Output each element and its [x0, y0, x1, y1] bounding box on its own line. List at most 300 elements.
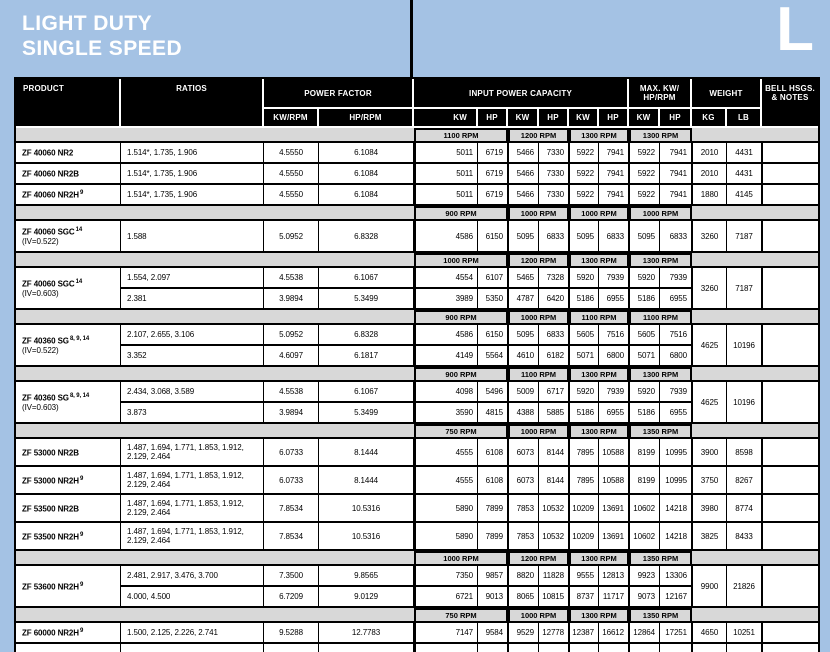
input-power-value: 7350 — [414, 566, 478, 587]
input-power-value: 7147 — [414, 623, 478, 644]
product-cell — [16, 185, 121, 206]
max-power-value: 5071 — [629, 346, 660, 367]
weight-kg-cell: 2010 — [692, 164, 727, 185]
power-factor-kw-cell: 9.5288 — [264, 623, 319, 644]
subheader-hp: HP — [539, 109, 569, 128]
input-power-value: 10588 — [599, 467, 629, 495]
input-power-value: 6108 — [478, 467, 508, 495]
bar-filler-left — [16, 367, 414, 382]
weight-lb-cell: 7187 — [727, 268, 762, 310]
product-name: ZF 40060 NR2B — [22, 169, 79, 179]
input-power-value: 5496 — [478, 382, 508, 403]
input-power-value: 10532 — [539, 495, 569, 523]
input-power-value: 6150 — [478, 325, 508, 346]
power-factor-hp-cell: 6.8328 — [319, 221, 414, 253]
ratios-cell: 1.487, 1.694, 1.771, 1.853, 1.912, 2.129, 2.464 — [121, 523, 264, 551]
bell-notes-cell — [762, 221, 818, 253]
input-power-value: 4555 — [414, 439, 478, 467]
empty-cell — [264, 644, 319, 652]
weight-lb-cell: 10251 — [727, 623, 762, 644]
bell-notes-cell — [762, 185, 818, 206]
product-name: ZF 40060 $NR2H^9$ — [22, 190, 84, 200]
ratios-cell: 1.500, 2.125, 2.226, 2.741 — [121, 623, 264, 644]
input-power-value: 6107 — [478, 268, 508, 289]
page-title-line1: LIGHT DUTY — [22, 12, 152, 35]
input-power-value: 4610 — [508, 346, 539, 367]
rpm-label: 1300 RPM — [629, 253, 692, 268]
max-power-value: 9923 — [629, 566, 660, 587]
input-power-value: 5920 — [569, 268, 599, 289]
max-power-value: 7939 — [660, 268, 692, 289]
input-power-value: 13691 — [599, 523, 629, 551]
empty-cell — [660, 644, 692, 652]
input-power-value: 12778 — [539, 623, 569, 644]
rpm-label: 1300 RPM — [569, 551, 629, 566]
product-note: (IV=0.522) — [22, 237, 59, 247]
max-power-value: 5922 — [629, 185, 660, 206]
bar-filler-right — [692, 310, 818, 325]
subheader-max-kw: KW — [629, 109, 660, 128]
col-header-bell-hsgs-notes: BELL HSGS. & NOTES — [762, 79, 818, 128]
input-power-value: 6955 — [599, 403, 629, 424]
power-factor-kw-cell: 4.5550 — [264, 185, 319, 206]
rpm-label: 1100 RPM — [629, 310, 692, 325]
input-power-value: 5011 — [414, 164, 478, 185]
rpm-label: 1200 RPM — [508, 551, 569, 566]
ratios-cell: 1.514*, 1.735, 1.906 — [121, 185, 264, 206]
subheader-kw: KW — [569, 109, 599, 128]
ratios-cell: 3.873 — [121, 403, 264, 424]
input-power-value: 6073 — [508, 467, 539, 495]
max-power-value: 14218 — [660, 523, 692, 551]
power-factor-hp-cell: 10.5316 — [319, 495, 414, 523]
max-power-value: 9073 — [629, 587, 660, 608]
power-factor-hp-cell: 6.1084 — [319, 185, 414, 206]
input-power-value: 9584 — [478, 623, 508, 644]
weight-kg-cell: 1880 — [692, 185, 727, 206]
weight-kg-cell: 3825 — [692, 523, 727, 551]
col-header-ratios: RATIOS — [121, 79, 264, 128]
rpm-label: 1350 RPM — [629, 608, 692, 623]
product-name: ZF 40060 NR2 — [22, 148, 74, 158]
input-power-value: 10532 — [539, 523, 569, 551]
input-power-value: 8737 — [569, 587, 599, 608]
rpm-label: 1000 RPM — [508, 424, 569, 439]
rpm-label: 1200 RPM — [508, 253, 569, 268]
product-cell — [16, 523, 121, 551]
rpm-label: 900 RPM — [414, 310, 508, 325]
input-power-value: 3590 — [414, 403, 478, 424]
power-factor-hp-cell: 12.7783 — [319, 623, 414, 644]
input-power-value: 5466 — [508, 164, 539, 185]
product-name: ZF 40360 SG$^{8, 9, 14}$ — [22, 335, 90, 346]
product-cell — [16, 467, 121, 495]
input-power-value: 6800 — [599, 346, 629, 367]
power-factor-hp-cell: 10.5316 — [319, 523, 414, 551]
max-power-value: 6800 — [660, 346, 692, 367]
bar-filler-left — [16, 253, 414, 268]
max-power-value: 5920 — [629, 268, 660, 289]
input-power-value: 10209 — [569, 495, 599, 523]
empty-cell — [16, 644, 121, 652]
weight-kg-cell: 3900 — [692, 439, 727, 467]
input-power-value: 7330 — [539, 185, 569, 206]
ratios-cell: 2.434, 3.068, 3.589 — [121, 382, 264, 403]
input-power-value: 6420 — [539, 289, 569, 310]
weight-lb-cell: 4431 — [727, 164, 762, 185]
power-factor-hp-cell: 9.0129 — [319, 587, 414, 608]
page-title-line2: SINGLE SPEED — [22, 37, 183, 60]
subheader-hp: HP — [599, 109, 629, 128]
input-power-value: 6182 — [539, 346, 569, 367]
product-cell — [16, 268, 121, 310]
input-power-value: 6719 — [478, 185, 508, 206]
max-power-value: 5095 — [629, 221, 660, 253]
input-power-value: 9555 — [569, 566, 599, 587]
input-power-value: 7328 — [539, 268, 569, 289]
input-power-value: 6721 — [414, 587, 478, 608]
max-power-value: 5922 — [629, 143, 660, 164]
bell-notes-cell — [762, 268, 818, 310]
product-cell — [16, 439, 121, 467]
rpm-label: 1300 RPM — [569, 367, 629, 382]
max-power-value: 5186 — [629, 289, 660, 310]
weight-lb-cell: 21826 — [727, 566, 762, 608]
rpm-label: 1000 RPM — [508, 206, 569, 221]
subheader-max-hp: HP — [660, 109, 692, 128]
subheader-kw: KW — [508, 109, 539, 128]
rpm-label: 1350 RPM — [629, 424, 692, 439]
ratios-cell: 1.514*, 1.735, 1.906 — [121, 143, 264, 164]
rpm-label: 1100 RPM — [569, 310, 629, 325]
max-power-value: 5605 — [629, 325, 660, 346]
rpm-label: 1000 RPM — [569, 206, 629, 221]
input-power-value: 7899 — [478, 523, 508, 551]
input-power-value: 8820 — [508, 566, 539, 587]
weight-kg-cell: 3260 — [692, 221, 727, 253]
input-power-value: 5011 — [414, 185, 478, 206]
input-power-value: 6833 — [539, 325, 569, 346]
subheader-hp-rpm: HP/RPM — [319, 109, 414, 128]
max-power-value: 7516 — [660, 325, 692, 346]
bell-notes-cell — [762, 164, 818, 185]
ratios-cell: 2.381 — [121, 289, 264, 310]
input-power-value: 8144 — [539, 439, 569, 467]
input-power-value: 10815 — [539, 587, 569, 608]
rpm-label: 1000 RPM — [414, 253, 508, 268]
empty-cell — [319, 644, 414, 652]
weight-kg-cell: 4625 — [692, 325, 727, 367]
max-power-value: 10602 — [629, 523, 660, 551]
empty-cell — [569, 644, 599, 652]
input-power-value: 6955 — [599, 289, 629, 310]
input-power-value: 9857 — [478, 566, 508, 587]
power-factor-hp-cell: 6.1067 — [319, 382, 414, 403]
subheader-lb: LB — [727, 109, 762, 128]
rpm-label: 1350 RPM — [629, 551, 692, 566]
weight-lb-cell: 4431 — [727, 143, 762, 164]
bell-notes-cell — [762, 143, 818, 164]
col-header-max-kw-hp-rpm: MAX. KW/ HP/RPM — [629, 79, 692, 109]
subheader-kw-rpm: KW/RPM — [264, 109, 319, 128]
power-factor-kw-cell: 3.9894 — [264, 289, 319, 310]
ratios-cell: 2.107, 2.655, 3.106 — [121, 325, 264, 346]
rpm-label: 1300 RPM — [569, 608, 629, 623]
input-power-value: 6073 — [508, 439, 539, 467]
max-power-value: 10602 — [629, 495, 660, 523]
rpm-label: 750 RPM — [414, 608, 508, 623]
product-name: ZF 53600 $NR2H^9$ — [22, 581, 84, 592]
rpm-label: 1200 RPM — [508, 128, 569, 143]
power-factor-kw-cell: 7.8534 — [264, 523, 319, 551]
max-power-value: 7941 — [660, 164, 692, 185]
ratios-cell: 1.554, 2.097 — [121, 268, 264, 289]
col-header-product: PRODUCT — [16, 79, 121, 128]
product-name: ZF 40060 SGC$^{14}$ — [22, 226, 83, 237]
product-note: (IV=0.603) — [22, 403, 59, 413]
input-power-value: 7939 — [599, 268, 629, 289]
product-name: ZF 53000 $NR2H^9$ — [22, 475, 84, 486]
input-power-value: 3989 — [414, 289, 478, 310]
weight-lb-cell: 4145 — [727, 185, 762, 206]
input-power-value: 4554 — [414, 268, 478, 289]
power-factor-kw-cell: 7.3500 — [264, 566, 319, 587]
power-factor-hp-cell: 6.8328 — [319, 325, 414, 346]
input-power-value: 5922 — [569, 185, 599, 206]
input-power-value: 4149 — [414, 346, 478, 367]
ratios-cell: 4.000, 4.500 — [121, 587, 264, 608]
max-power-value: 14218 — [660, 495, 692, 523]
product-name: ZF 53500 NR2B — [22, 504, 79, 514]
product-cell — [16, 164, 121, 185]
input-power-value: 5466 — [508, 185, 539, 206]
col-header-input-power: INPUT POWER CAPACITY — [414, 79, 629, 109]
power-factor-kw-cell: 6.0733 — [264, 439, 319, 467]
empty-cell — [692, 644, 727, 652]
weight-kg-cell: 3260 — [692, 268, 727, 310]
input-power-value: 5564 — [478, 346, 508, 367]
input-power-value: 8144 — [539, 467, 569, 495]
max-power-value: 6955 — [660, 289, 692, 310]
bell-notes-cell — [762, 495, 818, 523]
max-power-value: 5186 — [629, 403, 660, 424]
max-power-value: 10995 — [660, 439, 692, 467]
bell-notes-cell — [762, 523, 818, 551]
weight-kg-cell: 3750 — [692, 467, 727, 495]
rpm-label: 900 RPM — [414, 206, 508, 221]
weight-kg-cell: 3980 — [692, 495, 727, 523]
weight-lb-cell: 8774 — [727, 495, 762, 523]
power-factor-kw-cell: 4.6097 — [264, 346, 319, 367]
weight-lb-cell: 8433 — [727, 523, 762, 551]
max-power-value: 5920 — [629, 382, 660, 403]
power-factor-hp-cell: 6.1817 — [319, 346, 414, 367]
product-cell — [16, 623, 121, 644]
input-power-value: 7895 — [569, 439, 599, 467]
max-power-value: 12167 — [660, 587, 692, 608]
empty-cell — [478, 644, 508, 652]
bar-filler-left — [16, 310, 414, 325]
product-note: (IV=0.522) — [22, 346, 59, 356]
product-cell — [16, 495, 121, 523]
page-title — [22, 11, 182, 61]
input-power-value: 5095 — [508, 325, 539, 346]
input-power-value: 13691 — [599, 495, 629, 523]
input-power-value: 11828 — [539, 566, 569, 587]
product-name: ZF 40060 SGC$^{14}$ — [22, 278, 83, 289]
input-power-value: 5605 — [569, 325, 599, 346]
empty-cell — [414, 644, 478, 652]
col-header-power-factor: POWER FACTOR — [264, 79, 414, 109]
rpm-label: 1000 RPM — [508, 310, 569, 325]
product-name: ZF 60000 $NR2H^9$ — [22, 628, 84, 638]
weight-lb-cell: 8267 — [727, 467, 762, 495]
max-power-value: 13306 — [660, 566, 692, 587]
input-power-value: 5885 — [539, 403, 569, 424]
input-power-value: 7899 — [478, 495, 508, 523]
input-power-value: 7853 — [508, 523, 539, 551]
input-power-value: 7516 — [599, 325, 629, 346]
bell-notes-cell — [762, 623, 818, 644]
power-factor-kw-cell: 6.0733 — [264, 467, 319, 495]
input-power-value: 11717 — [599, 587, 629, 608]
input-power-value: 5465 — [508, 268, 539, 289]
rpm-label: 1000 RPM — [508, 608, 569, 623]
input-power-value: 5095 — [508, 221, 539, 253]
empty-cell — [508, 644, 539, 652]
input-power-value: 7941 — [599, 185, 629, 206]
power-factor-kw-cell: 4.5538 — [264, 268, 319, 289]
input-power-value: 4586 — [414, 221, 478, 253]
input-power-value: 12813 — [599, 566, 629, 587]
input-power-value: 4388 — [508, 403, 539, 424]
input-power-value: 6719 — [478, 143, 508, 164]
ratios-cell: 1.514*, 1.735, 1.906 — [121, 164, 264, 185]
input-power-value: 7941 — [599, 143, 629, 164]
input-power-value: 5890 — [414, 495, 478, 523]
input-power-value: 5920 — [569, 382, 599, 403]
bar-filler-right — [692, 551, 818, 566]
ratios-cell: 1.487, 1.694, 1.771, 1.853, 1.912, 2.129, 2.464 — [121, 495, 264, 523]
weight-kg-cell: 2010 — [692, 143, 727, 164]
input-power-value: 4586 — [414, 325, 478, 346]
input-power-value: 9529 — [508, 623, 539, 644]
max-power-value: 8199 — [629, 439, 660, 467]
bell-notes-cell — [762, 325, 818, 367]
header-divider-line — [410, 0, 413, 77]
power-factor-kw-cell: 4.5550 — [264, 143, 319, 164]
max-power-value: 17251 — [660, 623, 692, 644]
subheader-hp: HP — [478, 109, 508, 128]
empty-cell — [539, 644, 569, 652]
empty-cell — [599, 644, 629, 652]
input-power-value: 6719 — [478, 164, 508, 185]
power-factor-hp-cell: 9.8565 — [319, 566, 414, 587]
bell-notes-cell — [762, 439, 818, 467]
input-power-value: 7853 — [508, 495, 539, 523]
ratios-cell: 1.588 — [121, 221, 264, 253]
bar-filler-right — [692, 608, 818, 623]
max-power-value: 6833 — [660, 221, 692, 253]
power-factor-hp-cell: 6.1084 — [319, 143, 414, 164]
input-power-value: 5009 — [508, 382, 539, 403]
power-factor-kw-cell: 7.8534 — [264, 495, 319, 523]
input-power-value: 7941 — [599, 164, 629, 185]
weight-lb-cell: 10196 — [727, 325, 762, 367]
bar-filler-left — [16, 206, 414, 221]
subheader-kw: KW — [414, 109, 478, 128]
weight-lb-cell: 8598 — [727, 439, 762, 467]
ratios-cell: 1.487, 1.694, 1.771, 1.853, 1.912, 2.129, 2.464 — [121, 467, 264, 495]
input-power-value: 7330 — [539, 143, 569, 164]
power-factor-hp-cell: 6.1084 — [319, 164, 414, 185]
weight-kg-cell: 4625 — [692, 382, 727, 424]
input-power-value: 5922 — [569, 143, 599, 164]
bar-filler-left — [16, 551, 414, 566]
bar-filler-left — [16, 424, 414, 439]
input-power-value: 5922 — [569, 164, 599, 185]
bell-notes-cell — [762, 382, 818, 424]
section-letter: L — [776, 0, 814, 64]
weight-lb-cell: 10196 — [727, 382, 762, 424]
empty-cell — [762, 644, 818, 652]
input-power-value: 6150 — [478, 221, 508, 253]
subheader-kg: KG — [692, 109, 727, 128]
rpm-label: 1300 RPM — [569, 424, 629, 439]
product-name: ZF 53000 NR2B — [22, 448, 79, 458]
input-power-value: 7330 — [539, 164, 569, 185]
input-power-value: 8065 — [508, 587, 539, 608]
rpm-label: 1100 RPM — [508, 367, 569, 382]
product-cell — [16, 221, 121, 253]
input-power-value: 6717 — [539, 382, 569, 403]
power-factor-kw-cell: 6.7209 — [264, 587, 319, 608]
bar-filler-right — [692, 128, 818, 143]
power-factor-hp-cell: 5.3499 — [319, 403, 414, 424]
ratios-cell: 2.481, 2.917, 3.476, 3.700 — [121, 566, 264, 587]
weight-kg-cell: 9900 — [692, 566, 727, 608]
product-cell — [16, 325, 121, 367]
rpm-label: 1100 RPM — [414, 128, 508, 143]
product-cell — [16, 566, 121, 608]
ratios-cell: 3.352 — [121, 346, 264, 367]
power-factor-kw-cell: 5.0952 — [264, 325, 319, 346]
col-header-weight: WEIGHT — [692, 79, 762, 109]
rpm-label: 750 RPM — [414, 424, 508, 439]
input-power-value: 7895 — [569, 467, 599, 495]
weight-kg-cell: 4650 — [692, 623, 727, 644]
rpm-label: 1300 RPM — [629, 367, 692, 382]
power-factor-hp-cell: 8.1444 — [319, 467, 414, 495]
ratios-cell: 1.487, 1.694, 1.771, 1.853, 1.912, 2.129, 2.464 — [121, 439, 264, 467]
input-power-value: 7939 — [599, 382, 629, 403]
rpm-label: 1300 RPM — [569, 253, 629, 268]
input-power-value: 5095 — [569, 221, 599, 253]
input-power-value: 5186 — [569, 289, 599, 310]
input-power-value: 6833 — [599, 221, 629, 253]
weight-lb-cell: 7187 — [727, 221, 762, 253]
max-power-value: 7939 — [660, 382, 692, 403]
input-power-value: 5186 — [569, 403, 599, 424]
rpm-label: 1300 RPM — [569, 128, 629, 143]
product-name: ZF 53500 $NR2H^9$ — [22, 531, 84, 542]
power-factor-kw-cell: 4.5538 — [264, 382, 319, 403]
rpm-label: 1300 RPM — [629, 128, 692, 143]
input-power-value: 6833 — [539, 221, 569, 253]
empty-cell — [727, 644, 762, 652]
product-note: (IV=0.603) — [22, 289, 59, 299]
input-power-value: 4098 — [414, 382, 478, 403]
